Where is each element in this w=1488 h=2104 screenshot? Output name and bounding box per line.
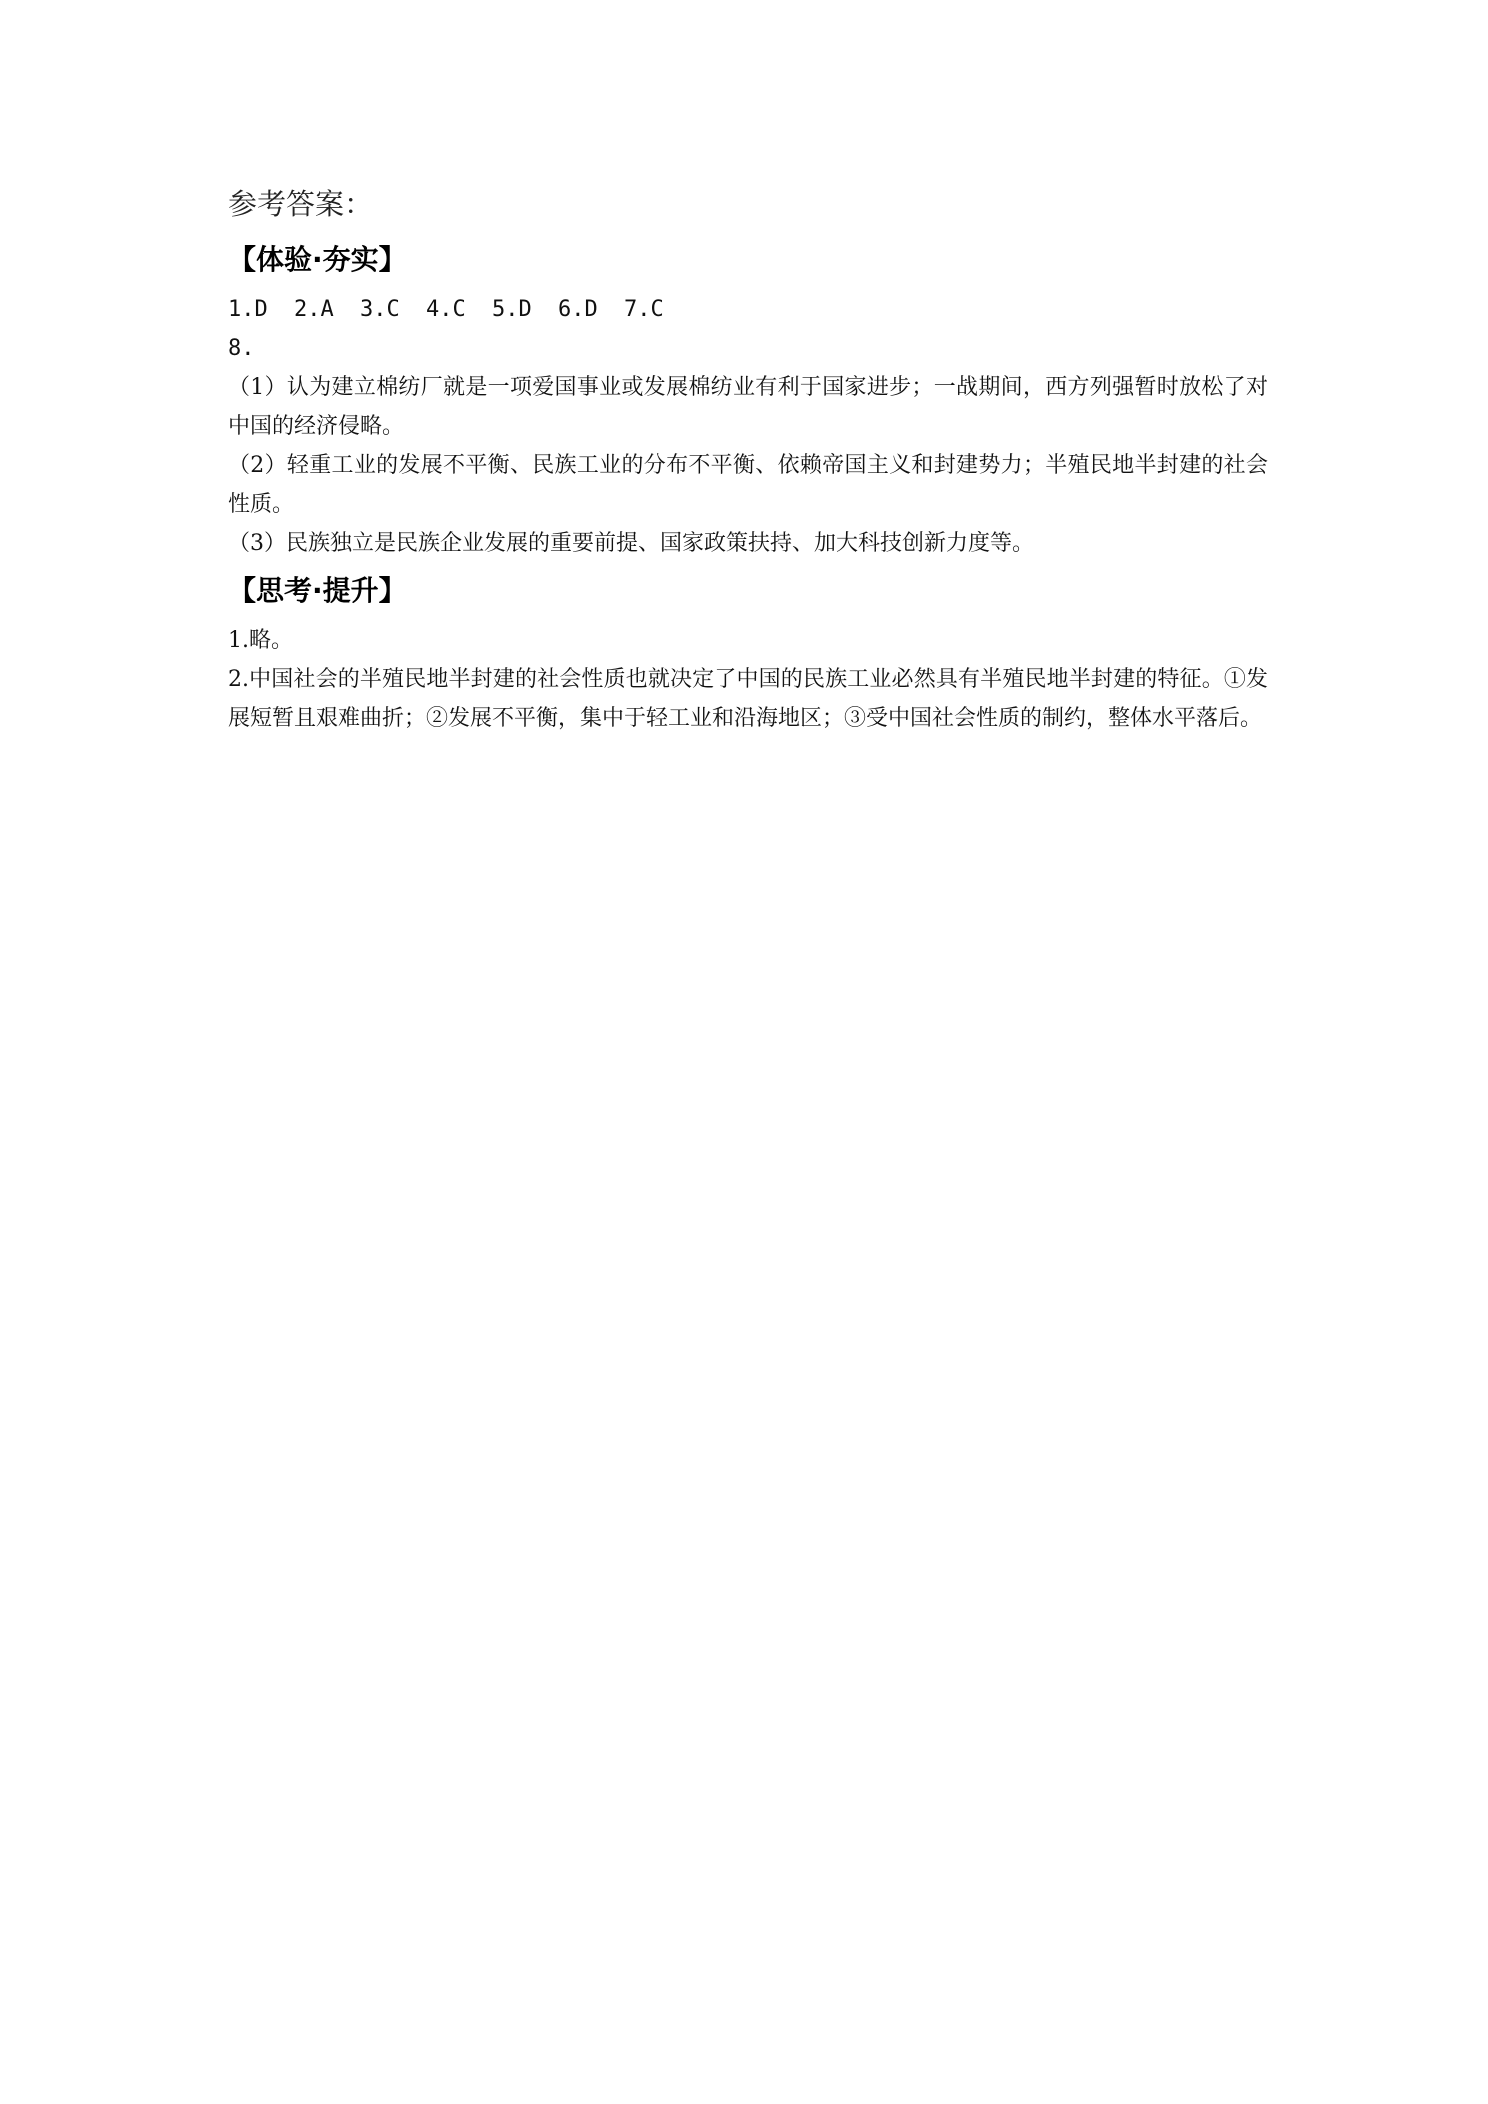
- mc-answer: 4.C: [426, 297, 466, 322]
- mc-answer: 1.D: [228, 297, 268, 322]
- question-8-label: 8.: [228, 336, 255, 361]
- section-heading-experience: 【体验·夯实】: [228, 243, 407, 276]
- mc-answer: 7.C: [624, 297, 664, 322]
- question-8-part-2: （2）轻重工业的发展不平衡、民族工业的分布不平衡、依赖帝国主义和封建势力；半殖民地半封建的社会性质。: [228, 453, 1268, 517]
- question-8-part-1: （1）认为建立棉纺厂就是一项爱国事业或发展棉纺业有利于国家进步；一战期间，西方列强暂时放松了对中国的经济侵略。: [228, 375, 1268, 439]
- mc-answer: 3.C: [360, 297, 400, 322]
- multiple-choice-answers: [228, 290, 1268, 329]
- question-8-part-3: （3）民族独立是民族企业发展的重要前提、国家政策扶持、加大科技创新力度等。: [228, 531, 1034, 556]
- answer-title: 参考答案：: [228, 187, 374, 221]
- section-heading-thinking: 【思考·提升】: [228, 574, 407, 607]
- thinking-answer-2: 2.中国社会的半殖民地半封建的社会性质也就决定了中国的民族工业必然具有半殖民地半封建的特征。①发展短暂且艰难曲折；②发展不平衡，集中于轻工业和沿海地区；③受中国社会性质的制约，整体水平落后。: [228, 667, 1268, 731]
- thinking-answer-1: 1.略。: [228, 628, 293, 653]
- mc-answer: 5.D: [492, 297, 532, 322]
- mc-answer: 6.D: [558, 297, 598, 322]
- answer-document: [228, 176, 1268, 738]
- mc-answer: 2.A: [294, 297, 334, 322]
